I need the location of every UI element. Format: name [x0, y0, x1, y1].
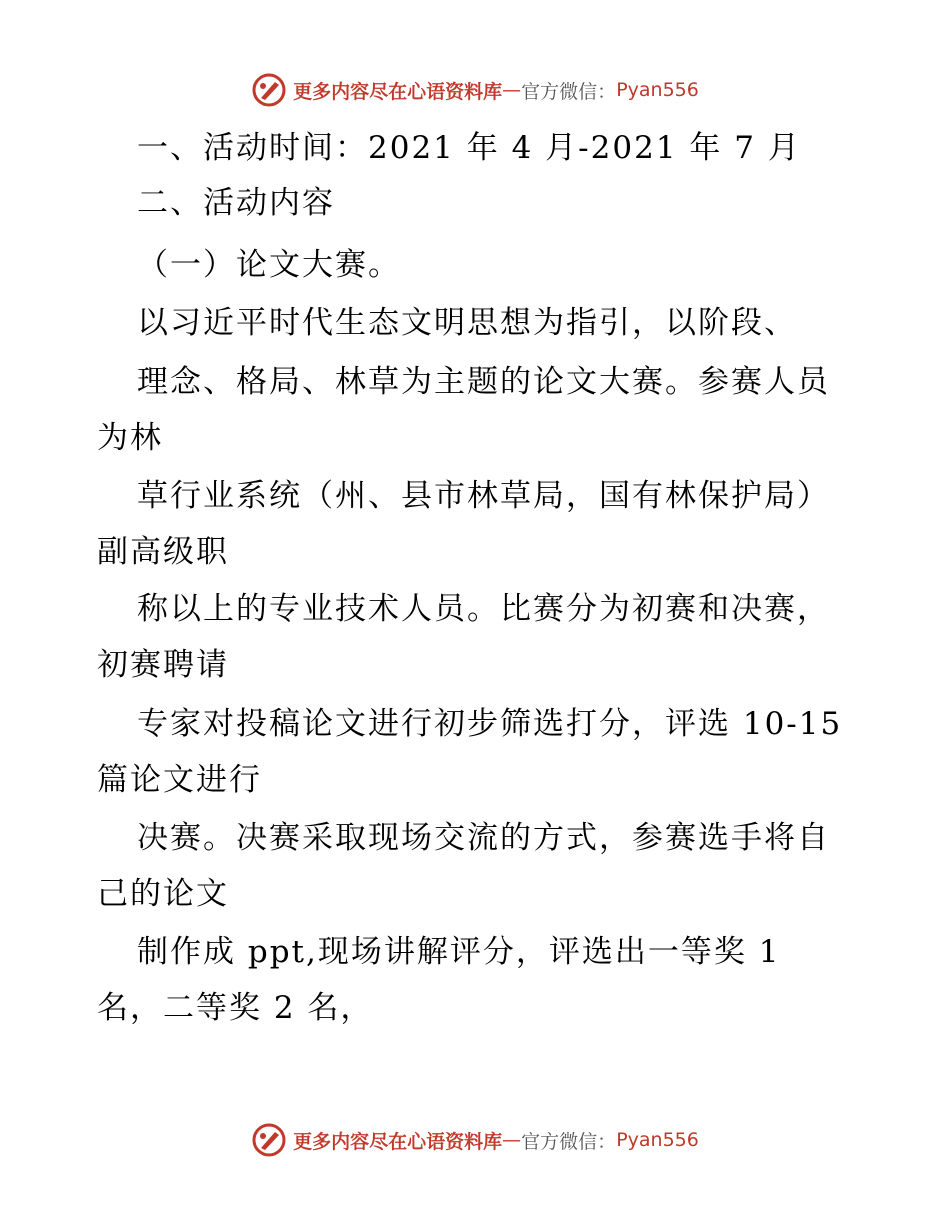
watermark-id: Pyan556: [616, 79, 699, 101]
body-line: 专家对投稿论文进行初步筛选打分，评选 10-15: [137, 706, 843, 742]
watermark-lead: 更多内容尽在心语资料库: [293, 80, 503, 103]
watermark-id: Pyan556: [616, 1129, 699, 1151]
body-line: 为林: [97, 420, 163, 456]
body-line: 己的论文: [97, 876, 229, 912]
body-line: 二、活动内容: [137, 185, 335, 221]
body-line: 一、活动时间：2021 年 4 月-2021 年 7 月: [137, 130, 801, 166]
logo-icon: [251, 72, 287, 108]
body-line: 名，二等奖 2 名，: [97, 990, 374, 1026]
body-line: 草行业系统（州、县市林草局，国有林保护局）: [137, 478, 830, 514]
body-line: 篇论文进行: [97, 762, 262, 798]
body-line: 称以上的专业技术人员。比赛分为初赛和决赛，: [137, 591, 830, 627]
body-line: 理念、格局、林草为主题的论文大赛。参赛人员: [137, 364, 830, 400]
header-watermark: [0, 72, 950, 108]
watermark-dash: —: [502, 1129, 522, 1151]
watermark-text: [293, 1127, 699, 1154]
logo-icon: [251, 1122, 287, 1158]
body-line: 副高级职: [97, 534, 229, 570]
watermark-official: 官方微信：: [521, 80, 617, 103]
body-line: 决赛。决赛采取现场交流的方式，参赛选手将自: [137, 820, 830, 856]
body-line: 制作成 ppt,现场讲解评分，评选出一等奖 1: [137, 934, 781, 970]
body-line: 以习近平时代生态文明思想为指引，以阶段、: [137, 305, 797, 341]
footer-watermark: [0, 1122, 950, 1158]
watermark-text: [293, 77, 699, 104]
body-line: （一）论文大赛。: [137, 247, 401, 283]
body-line: 初赛聘请: [97, 647, 229, 683]
watermark-dash: —: [502, 79, 522, 101]
watermark-official: 官方微信：: [521, 1130, 617, 1153]
watermark-lead: 更多内容尽在心语资料库: [293, 1130, 503, 1153]
